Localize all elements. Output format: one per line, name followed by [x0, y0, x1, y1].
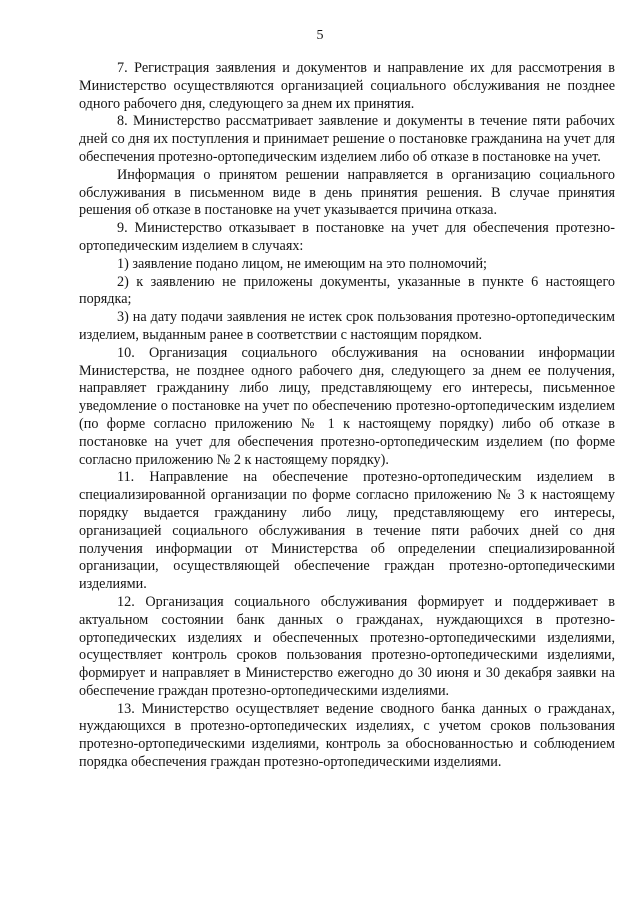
refusal-reason-2: 2) к заявлению не приложены документы, указанные в пункте 6 настоящего порядка;	[79, 273, 615, 308]
paragraph-item-13: 13. Министерство осуществляет ведение сводного банка данных о гражданах, нуждающихся в протезно-ортопедических изделиях, с учетом сроков пользования протезно-ортопедическими изделиями, контроль за обоснованностью и соблюдением порядка обеспечения граждан протезно-ортопедическими изделиями.	[79, 700, 615, 771]
paragraph-item-11: 11. Направление на обеспечение протезно-ортопедическим изделием в специализированной организации по форме согласно приложению № 3 к настоящему порядку выдается гражданину либо лицу, представляющему его интересы, организацией социального обслуживания в течение пяти рабочих дней со дня получения информации от Министерства об определении специализированной организации, осуществляющей обеспечение граждан протезно-ортопедическими изделиями.	[79, 469, 615, 593]
page-number: 5	[316, 28, 324, 43]
paragraph-item-9: 9. Министерство отказывает в постановке на учет для обеспечения протезно-ортопедическим изделием в случаях:	[79, 220, 615, 254]
paragraph-item-7: 7. Регистрация заявления и документов и направление их для рассмотрения в Министерство осуществляются организацией социального обслуживания не позднее одного рабочего дня, следующего за днем их принятия.	[79, 60, 615, 112]
paragraph-item-10: 10. Организация социального обслуживания на основании информации Министерства, не позднее одного рабочего дня, следующего за днем ее получения, направляет гражданину либо лицу, представляющему его интересы, письменное уведомление о постановке на учет по обеспечению протезно-ортопедическим изделием (по форме согласно приложению № 1 к настоящему порядку) либо об отказе в постановке на учет для обеспечения протезно-ортопедическим изделием (по форме согласно приложению № 2 к настоящему порядку).	[79, 344, 615, 468]
paragraph-item-12: 12. Организация социального обслуживания формирует и поддерживает в актуальном состоянии банк данных о гражданах, нуждающихся в протезно-ортопедических изделиях и обеспеченных протезно-ортопедическими изделиями, осуществляет контроль сроков пользования протезно-ортопедическими изделиями, формирует и направляет в Министерство ежегодно до 30 июня и 30 декабря заявки на обеспечение граждан протезно-ортопедическими изделиями.	[79, 593, 615, 699]
document-body	[79, 60, 615, 772]
paragraph-item-8: 8. Министерство рассматривает заявление и документы в течение пяти рабочих дней со дня их поступления и принимает решение о постановке гражданина на учет для обеспечения протезно-ортопедическим изделием либо об отказе в постановке на учет.	[79, 113, 615, 165]
refusal-reason-1: 1) заявление подано лицом, не имеющим на это полномочий;	[117, 255, 487, 272]
refusal-reason-3: 3) на дату подачи заявления не истек срок пользования протезно-ортопедическим изделием, выданным ранее в соответствии с настоящим порядком.	[79, 309, 615, 343]
paragraph-decision-info: Информация о принятом решении направляется в организацию социального обслуживания в письменном виде в день принятия решения. В случае принятия решения об отказе в постановке на учет указывается причина отказа.	[79, 166, 615, 219]
